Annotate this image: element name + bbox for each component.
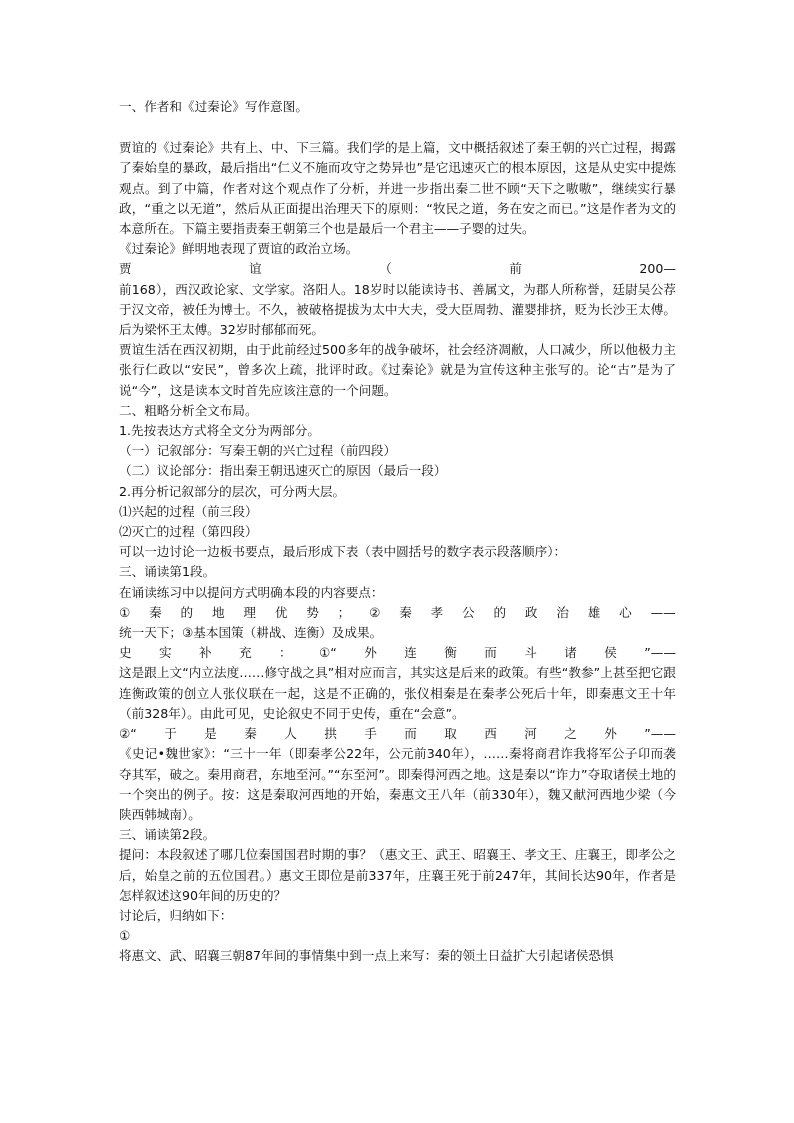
- supplement-token: ②“: [119, 726, 137, 742]
- summary-marker: ①: [119, 928, 131, 944]
- supplement-token: 手: [364, 726, 377, 742]
- supplement-2-body: 《史记•魏世家》：“三十一年（即秦孝公22年，公元前340年），……秦将商君诈我将军公子卬而袭夺其军，破之。秦用商君，东地至河。”“东至河”。即秦得河西之地。这是秦以“诈力”夺取诸侯土地的一个突出的例子。按：这是秦取河西地的开始，秦惠文王八年（前330年），魏又献河西地少梁（今陕西韩城南）。: [119, 746, 676, 822]
- supplement-token: 诸: [564, 645, 577, 661]
- summary-line: 将惠文、武、昭襄三朝87年间的事情集中到一点上来写：秦的领土日益扩大引起诸侯恐惧: [119, 948, 614, 964]
- section-heading-2: 二、粗略分析全文布局。: [119, 402, 258, 418]
- key-points-token: ②: [369, 604, 381, 620]
- supplement-token: 之: [564, 726, 577, 742]
- section-heading-1: 一、作者和《过秦论》写作意图。: [119, 99, 308, 114]
- structure-step-2: 2.再分析记叙部分的层次，可分两大层。: [119, 483, 346, 499]
- supplement-token: 外: [364, 645, 377, 661]
- supplement-token: 秦: [244, 726, 257, 742]
- author-intro-token: （: [379, 261, 392, 277]
- author-intro-first-line: [119, 259, 676, 279]
- section-heading-3: 三、诵读第1段。: [119, 564, 216, 580]
- supplement-token: 充: [239, 645, 252, 661]
- supplement-token: 取: [444, 726, 457, 742]
- supplement-token: ”——: [644, 726, 676, 742]
- key-points-token: 的: [493, 604, 507, 620]
- structure-part-1: （一）记叙部分：写秦王朝的兴亡过程（前四段）: [119, 443, 397, 459]
- key-points-token: 优: [274, 604, 288, 620]
- structure-layer-2: ⑵灭亡的过程（第四段）: [119, 524, 258, 540]
- key-points-token: 势: [306, 604, 319, 620]
- supplement-token: 于: [164, 726, 177, 742]
- key-points-token: 的: [180, 604, 194, 620]
- supplement-token: 西: [484, 726, 497, 742]
- supplement-token: 史: [119, 645, 132, 661]
- structure-note: 可以一边讨论一边板书要点，最后形成下表（表中圆括号的数字表示段落顺序）：: [119, 544, 567, 560]
- supplement-token: 是: [204, 726, 217, 742]
- supplement-token: ”——: [644, 645, 676, 661]
- reading-instruction: 在诵读练习中以提问方式明确本段的内容要点：: [119, 584, 384, 600]
- summary-intro: 讨论后，归纳如下：: [119, 907, 233, 923]
- paragraph-stance: 《过秦论》鲜明地表现了贾谊的政治立场。: [119, 241, 359, 257]
- supplement-token: 斗: [524, 645, 537, 661]
- supplement-token: 拱: [324, 726, 337, 742]
- paragraph-background: 贾谊生活在西汉初期，由于此前经过500多年的战争破坏，社会经济凋敝，人口减少，所以他极力主张行仁政以“安民”，曾多次上疏，批评时政。《过秦论》就是为宣传这种主张写的。论“古”是为了说“今”，这是读本文时首先应该注意的一个问题。: [119, 342, 676, 398]
- question-paragraph: 提问：本段叙述了哪几位秦国国君时期的事？（惠文王、武王、昭襄王、孝文王、庄襄王，即孝公之后，始皇之前的五位国君。）惠文王即位是前337年，庄襄王死于前247年，其间长达90年，作者是怎样叙述这90年间的历史的？: [119, 847, 676, 903]
- structure-part-2: （二）议论部分：指出秦王朝迅速灭亡的原因（最后一段）: [119, 463, 447, 479]
- author-intro-token: 谊: [249, 261, 262, 277]
- paragraph-intro: 贾谊的《过秦论》共有上、中、下三篇。我们学的是上篇，文中概括叙述了秦王朝的兴亡过程，揭露了秦始皇的暴政，最后指出“仁义不施而攻守之势异也”是它迅速灭亡的根本原因，这是从史实中提炼观点。到了中篇，作者对这个观点作了分析，并进一步指出秦二世不顾“天下之嗷嗷”，继续实行暴政，“重之以无道”，然后从正面提出治理天下的原则：“牧民之道，务在安之而已。”这是作者为文的本意所在。下篇主要指责秦王朝第三个也是最后一个君主——子婴的过失。: [119, 140, 676, 237]
- key-points-token: ；: [337, 604, 351, 620]
- author-intro-token: 贾: [119, 261, 132, 277]
- key-points-token: 心: [619, 604, 632, 620]
- supplement-token: 人: [284, 726, 297, 742]
- supplement-1-body: 这是跟上文“内立法度……修守战之具”相对应而言，其实这是后来的政策。有些“教参”上甚至把它跟连衡政策的创立人张仪联在一起，这是不正确的，张仪相秦是在秦孝公死后十年，即秦惠文王十年（前328年）。由此可见，史论叙史不同于史传，重在“会意”。: [119, 665, 676, 721]
- key-points-token: ①: [119, 604, 131, 620]
- key-points-token: 治: [556, 604, 569, 620]
- key-points-rest: 统一天下；③基本国策（耕战、连衡）及成果。: [119, 625, 383, 641]
- key-points-token: 政: [524, 604, 538, 620]
- supplement-token: 河: [524, 726, 537, 742]
- key-points-first-line: [119, 603, 676, 623]
- supplement-token: 而: [484, 645, 497, 661]
- key-points-token: 理: [243, 604, 256, 620]
- key-points-token: 雄: [587, 604, 601, 620]
- structure-layer-1: ⑴兴起的过程（前三段）: [119, 503, 258, 519]
- supplement-token: 实: [159, 645, 172, 661]
- author-intro-token: 200—: [639, 261, 676, 277]
- structure-step-1: 1.先按表达方式将全文分为两部分。: [119, 423, 320, 439]
- supplement-2-first-line: [119, 724, 676, 744]
- supplement-token: 而: [404, 726, 417, 742]
- supplement-token: 外: [604, 726, 617, 742]
- key-points-token: 公: [462, 604, 475, 620]
- key-points-token: 秦: [149, 604, 162, 620]
- supplement-token: 连: [404, 645, 417, 661]
- section-heading-4: 三、诵读第2段。: [119, 827, 216, 843]
- document-page: [119, 97, 676, 967]
- paragraph-author-bio: 前168），西汉政论家、文学家。洛阳人。18岁时以能读诗书、善属文，为郡人所称誉，廷尉吴公荐于汉文帝，被任为博士。不久，被破格提拔为太中大夫，受大臣周勃、灌婴排挤，贬为长沙王太傅。后为梁怀王太傅。32岁时郁郁而死。: [119, 281, 676, 338]
- author-intro-token: 前: [509, 261, 522, 277]
- supplement-token: ：: [279, 645, 292, 661]
- key-points-token: 孝: [430, 604, 444, 620]
- key-points-token: 秦: [399, 604, 412, 620]
- supplement-1-first-line: [119, 643, 676, 663]
- key-points-token: ——: [650, 604, 676, 620]
- supplement-token: 侯: [604, 645, 617, 661]
- key-points-token: 地: [211, 604, 225, 620]
- supplement-token: ①“: [319, 645, 337, 661]
- supplement-token: 补: [199, 645, 212, 661]
- supplement-token: 衡: [444, 645, 457, 661]
